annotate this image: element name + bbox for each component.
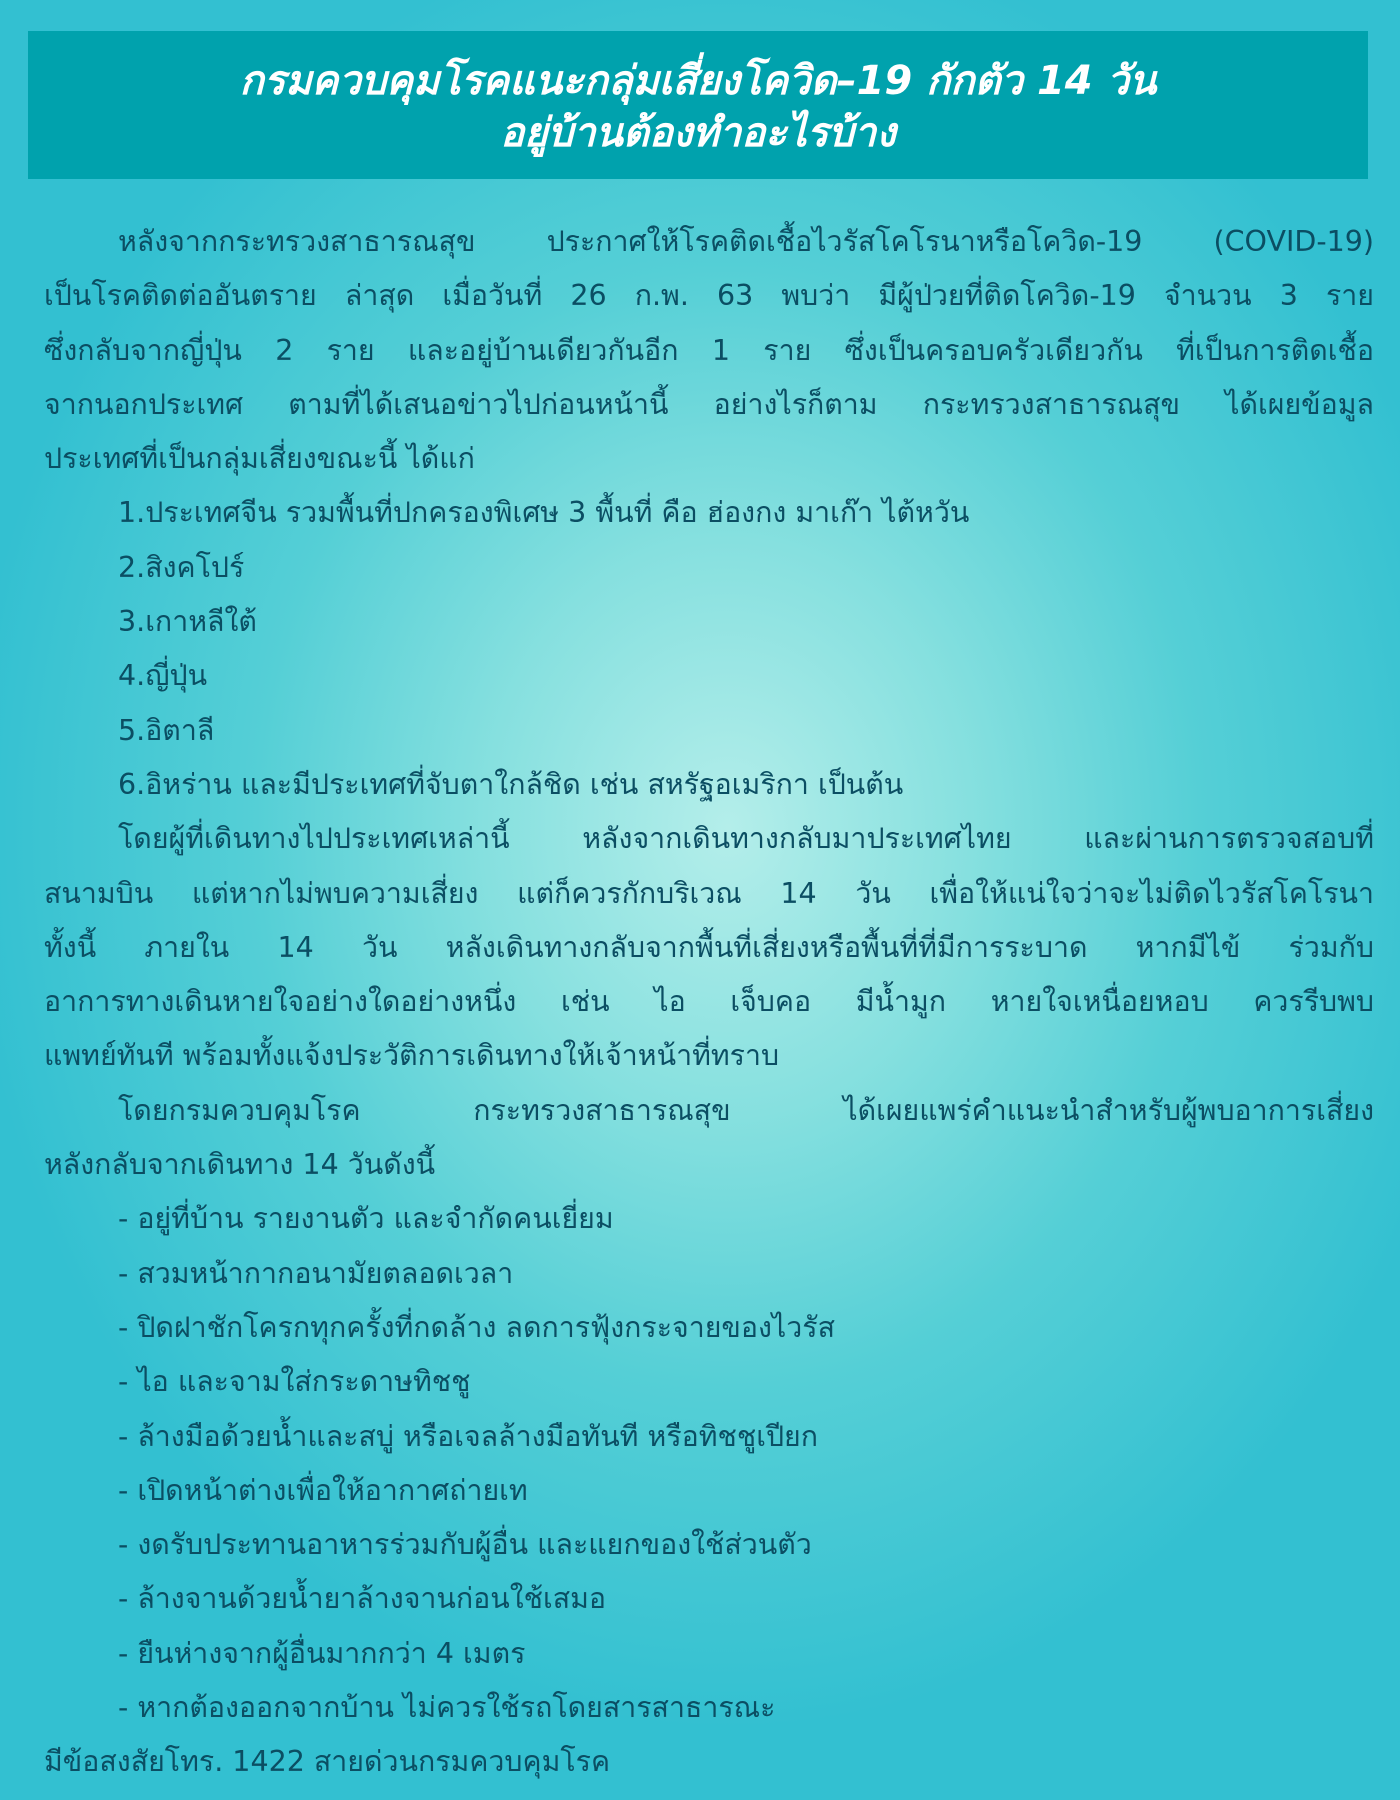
guidance-intro-line: หลังกลับจากเดินทาง 14 วันดังนี้: [44, 1148, 436, 1182]
guidance-item: - ปิดฝาชักโครกทุกครั้งที่กดล้าง ลดการฟุ้งกระจายของไวรัส: [118, 1310, 835, 1344]
guidance-item: - งดรับประทานอาหารร่วมกับผู้อื่น และแยกของใช้ส่วนตัว: [118, 1528, 812, 1562]
title-line-2: อยู่บ้านต้องทำอะไรบ้าง: [500, 110, 896, 156]
guidance-item: - ไอ และจามใส่กระดาษทิชชู: [118, 1365, 471, 1399]
title-banner: [28, 31, 1368, 179]
guidance-item: - เปิดหน้าต่างเพื่อให้อากาศถ่ายเท: [118, 1473, 528, 1507]
guidance-item: - ล้างจานด้วยน้ำยาล้างจานก่อนใช้เสมอ: [118, 1582, 607, 1616]
guidance-item: - อยู่ที่บ้าน รายงานตัว และจำกัดคนเยี่ยม: [118, 1202, 614, 1236]
travel-line: อาการทางเดินหายใจอย่างใดอย่างหนึ่ง เช่น ไอ เจ็บคอ มีน้ำมูก หายใจเหนื่อยหอบ ควรรีบพบ: [44, 985, 1374, 1019]
risk-country-item: 4.ญี่ปุ่น: [118, 659, 208, 693]
travel-line: แพทย์ทันที พร้อมทั้งแจ้งประวัติการเดินทางให้เจ้าหน้าที่ทราบ: [44, 1039, 780, 1073]
risk-country-item: 6.อิหร่าน และมีประเทศที่จับตาใกล้ชิด เช่น สหรัฐอเมริกา เป็นต้น: [118, 767, 904, 801]
travel-line: สนามบิน แต่หากไม่พบความเสี่ยง แต่ก็ควรกักบริเวณ 14 วัน เพื่อให้แน่ใจว่าจะไม่ติดไวรัสโคโรนา: [44, 876, 1374, 910]
guidance-item: - สวมหน้ากากอนามัยตลอดเวลา: [118, 1256, 514, 1290]
guidance-intro-line: โดยกรมควบคุมโรค กระทรวงสาธารณสุข ได้เผยแพร่คำแนะนำสำหรับผู้พบอาการเสี่ยง: [118, 1093, 1374, 1127]
guidance-item: - ยืนห่างจากผู้อื่นมากกว่า 4 เมตร: [118, 1636, 526, 1670]
risk-country-item: 1.ประเทศจีน รวมพื้นที่ปกครองพิเศษ 3 พื้นที่ คือ ฮ่องกง มาเก๊า ไต้หวัน: [118, 496, 970, 530]
risk-country-item: 2.สิงคโปร์: [118, 550, 245, 584]
intro-line: จากนอกประเทศ ตามที่ได้เสนอข่าวไปก่อนหน้านี้ อย่างไรก็ตาม กระทรวงสาธารณสุข ได้เผยข้อมูล: [44, 387, 1374, 421]
intro-line: ซึ่งกลับจากญี่ปุ่น 2 ราย และอยู่บ้านเดียวกันอีก 1 ราย ซึ่งเป็นครอบครัวเดียวกัน ที่เป็นการติดเชื้อ: [44, 333, 1374, 367]
contact-hotline: มีข้อสงสัยโทร. 1422 สายด่วนกรมควบคุมโรค: [44, 1745, 611, 1779]
article-body: [44, 215, 1374, 1790]
travel-line: ทั้งนี้ ภายใน 14 วัน หลังเดินทางกลับจากพื้นที่เสี่ยงหรือพื้นที่ที่มีการระบาด หากมีไข้ ร่วมกับ: [44, 930, 1374, 964]
title-line-1: กรมควบคุมโรคแนะกลุ่มเสี่ยงโควิด–19 กักตัว 14 วัน: [239, 58, 1157, 104]
guidance-item: - หากต้องออกจากบ้าน ไม่ควรใช้รถโดยสารสาธารณะ: [118, 1691, 776, 1725]
intro-line: หลังจากกระทรวงสาธารณสุข ประกาศให้โรคติดเชื้อไวรัสโคโรนาหรือโควิด-19 (COVID-19): [118, 225, 1374, 258]
intro-line: เป็นโรคติดต่ออันตราย ล่าสุด เมื่อวันที่ 26 ก.พ. 63 พบว่า มีผู้ป่วยที่ติดโควิด-19 จำนวน 3 ราย: [44, 279, 1374, 313]
risk-country-item: 3.เกาหลีใต้: [118, 605, 257, 639]
risk-country-item: 5.อิตาลี: [118, 713, 215, 747]
intro-line: ประเทศที่เป็นกลุ่มเสี่ยงขณะนี้ ได้แก่: [44, 442, 475, 476]
travel-line: โดยผู้ที่เดินทางไปประเทศเหล่านี้ หลังจากเดินทางกลับมาประเทศไทย และผ่านการตรวจสอบที่: [118, 822, 1374, 856]
guidance-item: - ล้างมือด้วยน้ำและสบู่ หรือเจลล้างมือทันที หรือทิชชูเปียก: [118, 1419, 819, 1453]
